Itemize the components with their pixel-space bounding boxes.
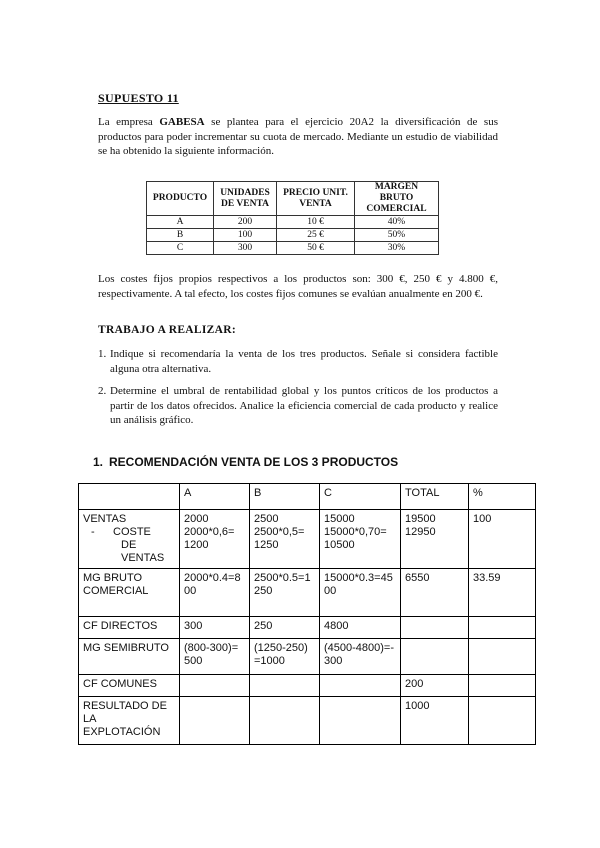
cf-comunes-label: CF COMUNES	[79, 675, 180, 697]
label: LA	[83, 713, 97, 725]
product-row	[147, 216, 439, 229]
product-data-table	[146, 181, 439, 255]
empty-cell	[469, 639, 536, 675]
value: 15000	[324, 513, 355, 525]
empty-cell	[469, 675, 536, 697]
header-b: B	[250, 484, 320, 510]
value: 2000	[184, 513, 209, 525]
header-total: TOTAL	[401, 484, 469, 510]
cf-directos-a: 300	[180, 617, 250, 639]
ventas-c	[320, 510, 401, 569]
value: 2500*0,5=	[254, 526, 305, 538]
value: 2000*0,6=	[184, 526, 235, 538]
company-name: GABESA	[159, 116, 205, 128]
cell: 300	[214, 242, 277, 255]
fixed-costs-paragraph: Los costes fijos propios respectivos a los productos son: 300 €, 250 € y 4.800 €, respectivamente. A tal efecto, los costes fijos comunes se evalúan anualmente en 200 €.	[98, 273, 498, 300]
header-unidades: UNIDADES DE VENTA	[214, 182, 277, 216]
cell: 50%	[355, 229, 439, 242]
resultado-row	[79, 697, 536, 745]
header-margen: MARGEN BRUTO COMERCIAL	[355, 182, 439, 216]
value: 300	[324, 655, 343, 667]
mg-semibruto-c	[320, 639, 401, 675]
mg-bruto-c	[320, 569, 401, 617]
empty-cell	[469, 617, 536, 639]
ventas-pct: 100	[469, 510, 536, 569]
mg-bruto-row	[79, 569, 536, 617]
value: 2500	[254, 513, 279, 525]
value: 15000*0,70=	[324, 526, 387, 538]
value: (4500-4800)=-	[324, 642, 395, 654]
header-empty	[79, 484, 180, 510]
cf-directos-c: 4800	[320, 617, 401, 639]
cell: C	[147, 242, 214, 255]
value: 15000*0.3=45	[324, 572, 393, 584]
value: 00	[184, 585, 197, 597]
label: COMERCIAL	[83, 585, 149, 597]
section-heading	[93, 455, 398, 469]
resultado-label	[79, 697, 180, 745]
intro-paragraph	[98, 115, 498, 159]
intro-pre: La empresa	[98, 116, 160, 128]
empty-cell	[320, 675, 401, 697]
value: 1250	[254, 539, 279, 551]
section-title: RECOMENDACIÓN VENTA DE LOS 3 PRODUCTOS	[109, 455, 399, 469]
label: EXPLOTACIÓN	[83, 726, 161, 738]
task-text: Determine el umbral de rentabilidad global y los puntos críticos de los productos a partir de los datos ofrecidos. Analice la eficiencia comercial de cada producto y realice un análisis gráfico.	[110, 385, 498, 426]
results-table	[78, 483, 536, 745]
header-a: A	[180, 484, 250, 510]
resultado-total: 1000	[401, 697, 469, 745]
header-pct: %	[469, 484, 536, 510]
cf-comunes-total: 200	[401, 675, 469, 697]
dash: -	[91, 526, 95, 538]
product-table-header	[147, 182, 439, 216]
mg-bruto-a	[180, 569, 250, 617]
ventas-sub-label: VENTAS	[121, 552, 165, 564]
mg-bruto-total: 6550	[401, 569, 469, 617]
product-row	[147, 242, 439, 255]
value: 250	[254, 585, 273, 597]
value: 00	[324, 585, 337, 597]
cell: A	[147, 216, 214, 229]
value: =1000	[254, 655, 285, 667]
ventas-total	[401, 510, 469, 569]
cell: 50 €	[277, 242, 355, 255]
cf-directos-b: 250	[250, 617, 320, 639]
value: (800-300)=	[184, 642, 239, 654]
task-item	[98, 347, 498, 376]
intro-post: se plantea para el ejercicio 20A2 la diversificación de sus productos para poder incrementar su cuota de mercado. Mediante un estudio de viabilidad se ha obtenido la siguiente información.	[98, 116, 498, 157]
empty-cell	[180, 675, 250, 697]
cell: B	[147, 229, 214, 242]
ventas-row	[79, 510, 536, 569]
ventas-label-cell	[79, 510, 180, 569]
mg-semibruto-label: MG SEMIBRUTO	[79, 639, 180, 675]
empty-cell	[250, 675, 320, 697]
ventas-a	[180, 510, 250, 569]
section-number: 1.	[93, 455, 104, 469]
value: (1250-250)	[254, 642, 308, 654]
header-c: C	[320, 484, 401, 510]
product-row	[147, 229, 439, 242]
de-label: DE	[121, 539, 137, 551]
supuesto-title: SUPUESTO 11	[98, 91, 179, 105]
cell: 25 €	[277, 229, 355, 242]
coste-label: COSTE	[113, 526, 151, 538]
mg-bruto-pct: 33.59	[469, 569, 536, 617]
cf-comunes-row	[79, 675, 536, 697]
empty-cell	[401, 617, 469, 639]
mg-bruto-label	[79, 569, 180, 617]
value: 500	[184, 655, 203, 667]
header-producto: PRODUCTO	[147, 182, 214, 216]
ventas-b	[250, 510, 320, 569]
empty-cell	[320, 697, 401, 745]
task-text: Indique si recomendaría la venta de los tres productos. Señale si considera factible alguna otra alternativa.	[110, 348, 498, 375]
mg-semibruto-b	[250, 639, 320, 675]
cell: 30%	[355, 242, 439, 255]
empty-cell	[469, 697, 536, 745]
task-number: 2.	[98, 385, 107, 397]
value: 2000*0.4=8	[184, 572, 241, 584]
value: 2500*0.5=1	[254, 572, 311, 584]
empty-cell	[401, 639, 469, 675]
cell: 200	[214, 216, 277, 229]
value: 1200	[184, 539, 209, 551]
work-title: TRABAJO A REALIZAR:	[98, 324, 236, 336]
mg-semibruto-a	[180, 639, 250, 675]
cell: 100	[214, 229, 277, 242]
coste-ventas-line	[83, 526, 175, 539]
mg-semibruto-row	[79, 639, 536, 675]
label: MG BRUTO	[83, 572, 143, 584]
value: 12950	[405, 526, 436, 538]
results-header-row	[79, 484, 536, 510]
empty-cell	[180, 697, 250, 745]
empty-cell	[250, 697, 320, 745]
ventas-label: VENTAS	[83, 513, 127, 525]
cell: 10 €	[277, 216, 355, 229]
task-item	[98, 384, 498, 428]
label: RESULTADO DE	[83, 700, 167, 712]
task-number: 1.	[98, 348, 107, 360]
cell: 40%	[355, 216, 439, 229]
value: 10500	[324, 539, 355, 551]
mg-bruto-b	[250, 569, 320, 617]
header-precio: PRECIO UNIT. VENTA	[277, 182, 355, 216]
cf-directos-row	[79, 617, 536, 639]
value: 19500	[405, 513, 436, 525]
cf-directos-label: CF DIRECTOS	[79, 617, 180, 639]
